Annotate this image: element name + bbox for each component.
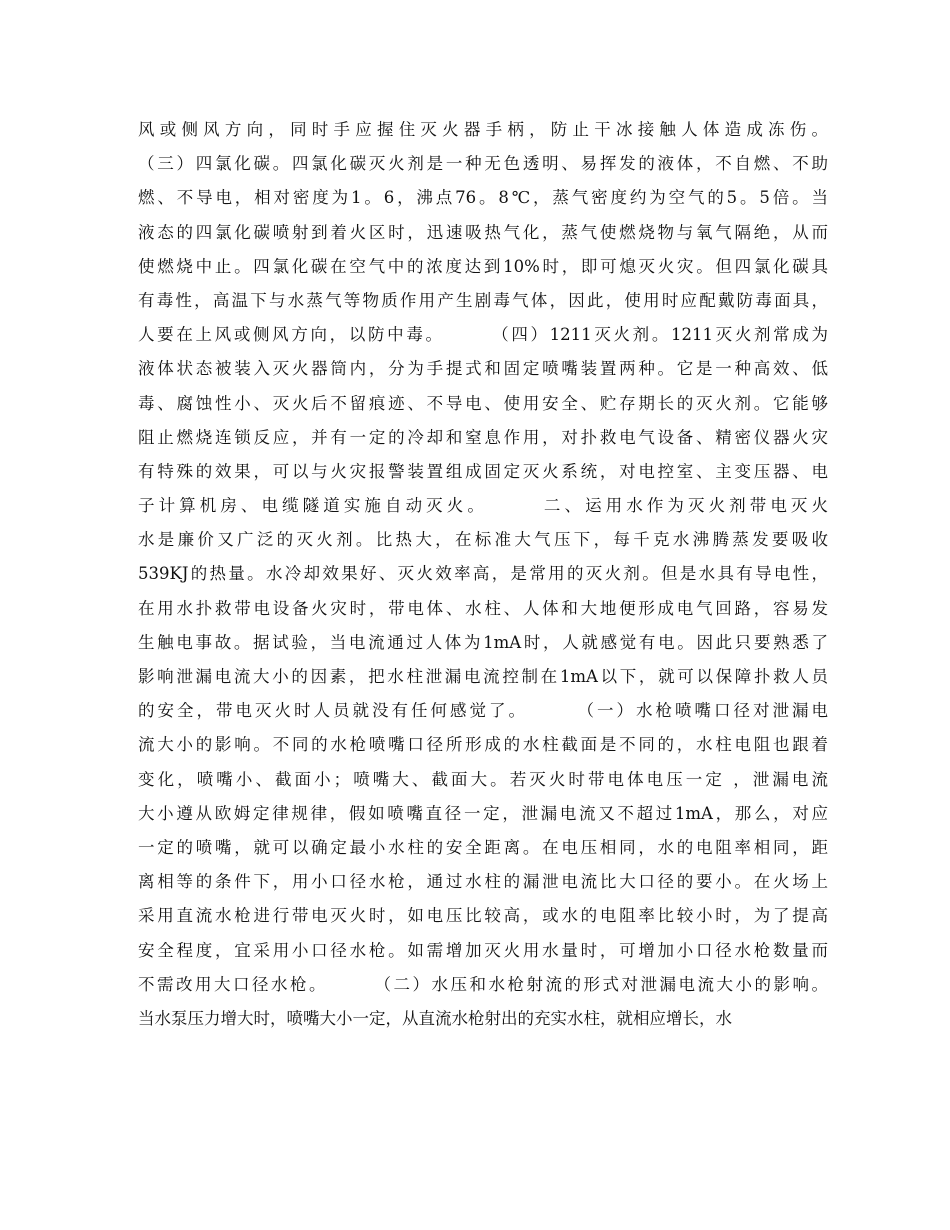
text-line: 子计算机房、电缆隧道实施自动灭火。 二、运用水作为灭火剂带电灭火 [138, 496, 828, 516]
text-line: 有毒性，高温下与水蒸气等物质作用产生剧毒气体，因此，使用时应配戴防毒面具， [138, 290, 828, 310]
text-line: 539KJ的热量。水冷却效果好、灭火效率高，是常用的灭火剂。但是水具有导电性， [138, 564, 828, 584]
text-line: 流大小的影响。不同的水枪喷嘴口径所形成的水柱截面是不同的，水柱电阻也跟着 [138, 735, 828, 755]
text-line: 影响泄漏电流大小的因素，把水柱泄漏电流控制在1mA以下，就可以保障扑救人员 [138, 667, 828, 686]
text-line: 毒、腐蚀性小、灭火后不留痕迹、不导电、使用安全、贮存期长的灭火剂。它能够 [138, 393, 828, 413]
text-line: 液态的四氯化碳喷射到着火区时，迅速吸热气化，蒸气使燃烧物与氧气隔绝，从而 [138, 222, 828, 242]
text-line: 人要在上风或侧风方向，以防中毒。 （四）1211灭火剂。1211灭火剂常成为 [138, 325, 828, 345]
text-line: 液体状态被装入灭火器筒内，分为手提式和固定喷嘴装置两种。它是一种高效、低 [138, 359, 828, 379]
text-line: 离相等的条件下，用小口径水枪，通过水柱的漏泄电流比大口径的要小。在火场上 [138, 872, 828, 892]
text-line: 水是廉价又广泛的灭火剂。比热大，在标准大气压下，每千克水沸腾蒸发要吸收 [138, 530, 828, 550]
text-line: 在用水扑救带电设备火灾时，带电体、水柱、人体和大地便形成电气回路，容易发 [138, 598, 828, 618]
text-line: 采用直流水枪进行带电灭火时，如电压比较高，或水的电阻率比较小时，为了提高 [138, 906, 828, 926]
text-line: 风或侧风方向，同时手应握住灭火器手柄，防止干冰接触人体造成冻伤。 [138, 120, 828, 139]
text-line: 阻止燃烧连锁反应，并有一定的冷却和窒息作用，对扑救电气设备、精密仪器火灾 [138, 427, 828, 447]
text-line: 有特殊的效果，可以与火灾报警装置组成固定灭火系统，对电控室、主变压器、电 [138, 461, 828, 481]
text-line: 生触电事故。据试验，当电流通过人体为1mA时，人就感觉有电。因此只要熟悉了 [138, 632, 828, 652]
text-line: 大小遵从欧姆定律规律，假如喷嘴直径一定，泄漏电流又不超过1mA，那么，对应 [138, 803, 828, 823]
text-line: 当水泵压力增大时，喷嘴大小一定，从直流水枪射出的充实水柱，就相应增长，水 [138, 1008, 732, 1028]
text-line: 燃、不导电，相对密度为1。6，沸点76。8℃，蒸气密度约为空气的5。5倍。当 [138, 188, 828, 208]
body-text [138, 113, 828, 1036]
text-line: 的安全，带电灭火时人员就没有任何感觉了。 （一）水枪喷嘴口径对泄漏电 [138, 701, 828, 721]
text-line: （三）四氯化碳。四氯化碳灭火剂是一种无色透明、易挥发的液体，不自燃、不助 [138, 154, 828, 174]
text-line: 不需改用大口径水枪。 （二）水压和水枪射流的形式对泄漏电流大小的影响。 [138, 974, 828, 994]
text-line: 变化，喷嘴小、截面小；喷嘴大、截面大。若灭火时带电体电压一定 ，泄漏电流 [138, 769, 828, 789]
text-line: 安全程度，宜采用小口径水枪。如需增加灭火用水量时，可增加小口径水枪数量而 [138, 940, 828, 960]
text-line: 使燃烧中止。四氯化碳在空气中的浓度达到10%时，即可熄灭火灾。但四氯化碳具 [138, 256, 828, 276]
text-line: 一定的喷嘴，就可以确定最小水柱的安全距离。在电压相同，水的电阻率相同，距 [138, 837, 828, 857]
